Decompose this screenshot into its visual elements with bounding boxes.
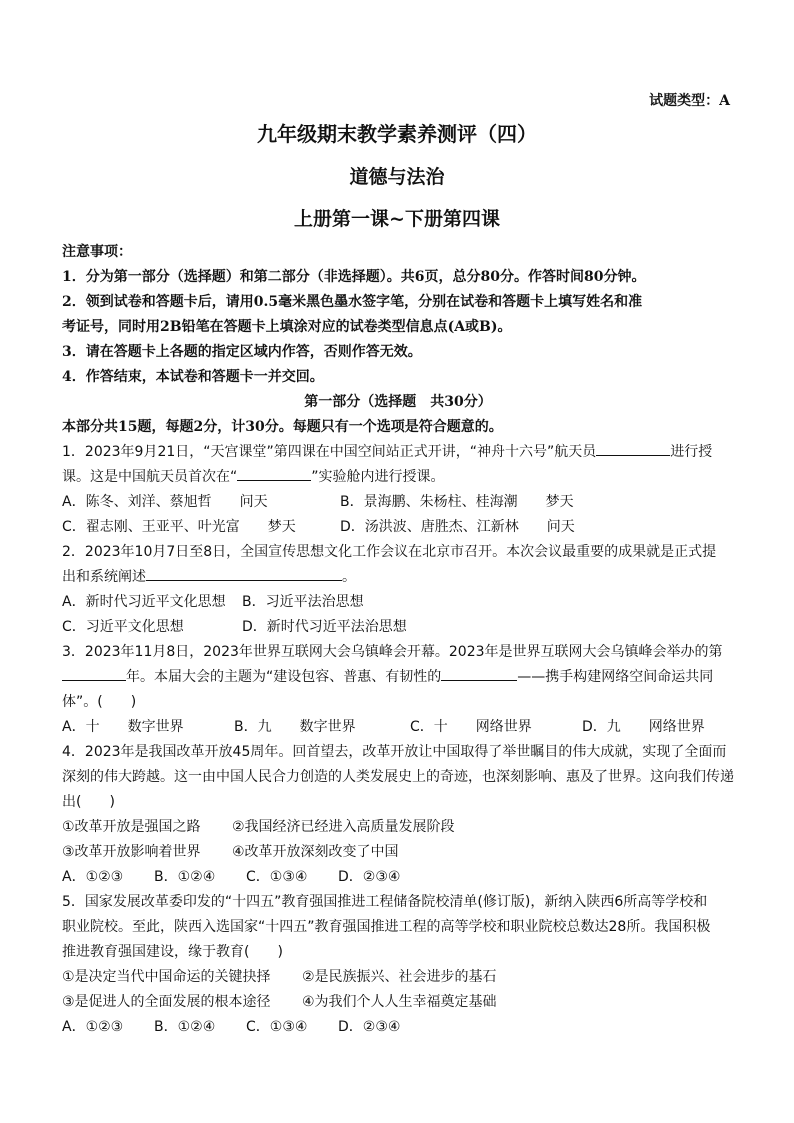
q1-line-1 xyxy=(62,440,734,465)
q2-option-c: C．习近平文化思想 xyxy=(62,619,184,635)
notice-item-3: 3．请在答题卡上各题的指定区域内作答，否则作答无效。 xyxy=(62,344,422,360)
q3-blank-1 xyxy=(62,666,126,681)
q5-statements-row-2 xyxy=(62,990,734,1015)
q1-blank-2 xyxy=(237,466,311,481)
q5-line-2: 职业院校。至此，陕西入选国家“十四五”教育强国推进工程的高等学校和职业院校总数达28所。我国积极 xyxy=(62,919,711,935)
q4-statements-row-2 xyxy=(62,840,734,865)
notice-item-2-cont: 考证号，同时用2B铅笔在答题卡上填涂对应的试卷类型信息点(A或B)。 xyxy=(62,319,512,335)
q4-line-3: 出( ) xyxy=(62,794,115,810)
q3-option-a: A．十 数字世界 xyxy=(62,719,184,735)
q4-line-2: 深刻的伟大跨越。这一由中国人民合力创造的人类发展史上的奇迹，也深刻影响、惠及了世界。这向我们传递 xyxy=(62,769,734,785)
exam-body xyxy=(62,240,734,1040)
q5-statement-2: ②是民族振兴、社会进步的基石 xyxy=(302,969,497,985)
q2-option-d: D．新时代习近平法治思想 xyxy=(242,619,407,635)
q1-options-row-2 xyxy=(62,515,734,540)
q3-text-b: ——携手构建网络空间命运共同 xyxy=(517,669,714,685)
q2-line-2 xyxy=(62,565,734,590)
q3-line-2 xyxy=(62,665,734,690)
q5-statement-3: ③是促进人的全面发展的根本途径 xyxy=(62,994,271,1010)
q5-statements-row-1 xyxy=(62,965,734,990)
q1-options-row-1 xyxy=(62,490,734,515)
q2-options-row-2 xyxy=(62,615,734,640)
q3-text-a: 年。本届大会的主题为“建设包容、普惠、有韧性的 xyxy=(126,669,442,685)
q5-options-row xyxy=(62,1015,734,1040)
exam-title: 九年级期末教学素养测评（四） xyxy=(257,122,537,146)
q1-option-a: A．陈冬、刘洋、蔡旭哲 问天 xyxy=(62,494,268,510)
q2-option-a: A．新时代习近平文化思想 xyxy=(62,594,226,610)
subject-title: 道德与法治 xyxy=(349,166,445,188)
q2-option-b: B．习近平法治思想 xyxy=(242,594,364,610)
q4-statement-3: ③改革开放影响着世界 xyxy=(62,844,201,860)
part1-heading: 第一部分（选择题 共30分） xyxy=(304,394,492,410)
paper-type-label: 试题类型：A xyxy=(649,93,730,109)
q5-option-a: A．①②③ xyxy=(62,1019,124,1035)
notice-item-4: 4．作答结束，本试卷和答题卡一并交回。 xyxy=(62,369,324,385)
notice-item-2: 2．领到试卷和答题卡后，请用0.5毫米黑色墨水签字笔，分别在试卷和答题卡上填写姓名和准 xyxy=(62,294,643,310)
part1-instruction: 本部分共15题，每题2分，计30分。每题只有一个选项是符合题意的。 xyxy=(62,419,503,435)
q2-blank xyxy=(146,566,342,581)
q1-option-b: B．景海鹏、朱杨柱、桂海潮 梦天 xyxy=(340,494,574,510)
q1-text-c: 课。这是中国航天员首次在“ xyxy=(62,469,238,485)
notice-heading: 注意事项： xyxy=(62,244,132,260)
q4-statement-1: ①改革开放是强国之路 xyxy=(62,819,201,835)
q3-option-d: D．九 网络世界 xyxy=(582,719,705,735)
q5-line-3: 推进教育强国建设，缘于教育( ) xyxy=(62,944,283,960)
q4-statement-2: ②我国经济已经进入高质量发展阶段 xyxy=(232,819,455,835)
q1-line-2 xyxy=(62,465,734,490)
q3-option-b: B．九 数字世界 xyxy=(234,719,356,735)
q1-text-a: 1．2023年9月21日，“天宫课堂”第四课在中国空间站正式开讲，“神舟十六号”航天员 xyxy=(62,444,597,460)
scope-title: 上册第一课~下册第四课 xyxy=(294,208,500,230)
q1-text-b: 进行授 xyxy=(670,444,713,460)
q4-option-d: D．②③④ xyxy=(338,869,401,885)
q4-option-c: C．①③④ xyxy=(246,869,308,885)
q5-option-c: C．①③④ xyxy=(246,1019,308,1035)
q2-text-b: 。 xyxy=(342,569,356,585)
q3-line-1: 3．2023年11月8日，2023年世界互联网大会乌镇峰会开幕。2023年是世界互联网大会乌镇峰会举办的第 xyxy=(62,644,723,660)
q2-text-a: 出和系统阐述 xyxy=(62,569,146,585)
q4-statements-row-1 xyxy=(62,815,734,840)
q4-option-b: B．①②④ xyxy=(154,869,216,885)
q2-line-1: 2．2023年10月7日至8日，全国宣传思想文化工作会议在北京市召开。本次会议最重要的成果就是正式提 xyxy=(62,544,717,560)
q5-option-b: B．①②④ xyxy=(154,1019,216,1035)
q5-option-d: D．②③④ xyxy=(338,1019,401,1035)
q5-line-1: 5．国家发展改革委印发的“十四五”教育强国推进工程储备院校清单(修订版)，新纳入陕西6所高等学校和 xyxy=(62,894,708,910)
q1-blank-1 xyxy=(596,441,670,456)
notice-item-1: 1．分为第一部分（选择题）和第二部分（非选择题）。共6页，总分80分。作答时间80分钟。 xyxy=(62,269,646,285)
q1-text-d: ”实验舱内进行授课。 xyxy=(311,469,445,485)
q1-option-d: D．汤洪波、唐胜杰、江新林 问天 xyxy=(340,519,575,535)
q3-option-c: C．十 网络世界 xyxy=(410,719,532,735)
q4-statement-4: ④改革开放深刻改变了中国 xyxy=(232,844,399,860)
q3-blank-2 xyxy=(441,666,517,681)
q1-option-c: C．翟志刚、王亚平、叶光富 梦天 xyxy=(62,519,296,535)
q5-statement-4: ④为我们个人人生幸福奠定基础 xyxy=(302,994,497,1010)
q4-options-row xyxy=(62,865,734,890)
q2-options-row-1 xyxy=(62,590,734,615)
q4-option-a: A．①②③ xyxy=(62,869,124,885)
q3-line-3: 体”。( ) xyxy=(62,694,137,710)
q4-line-1: 4．2023年是我国改革开放45周年。回首望去，改革开放让中国取得了举世瞩目的伟大成就，实现了全面而 xyxy=(62,744,727,760)
q5-statement-1: ①是决定当代中国命运的关键抉择 xyxy=(62,969,271,985)
q3-options-row xyxy=(62,715,734,740)
